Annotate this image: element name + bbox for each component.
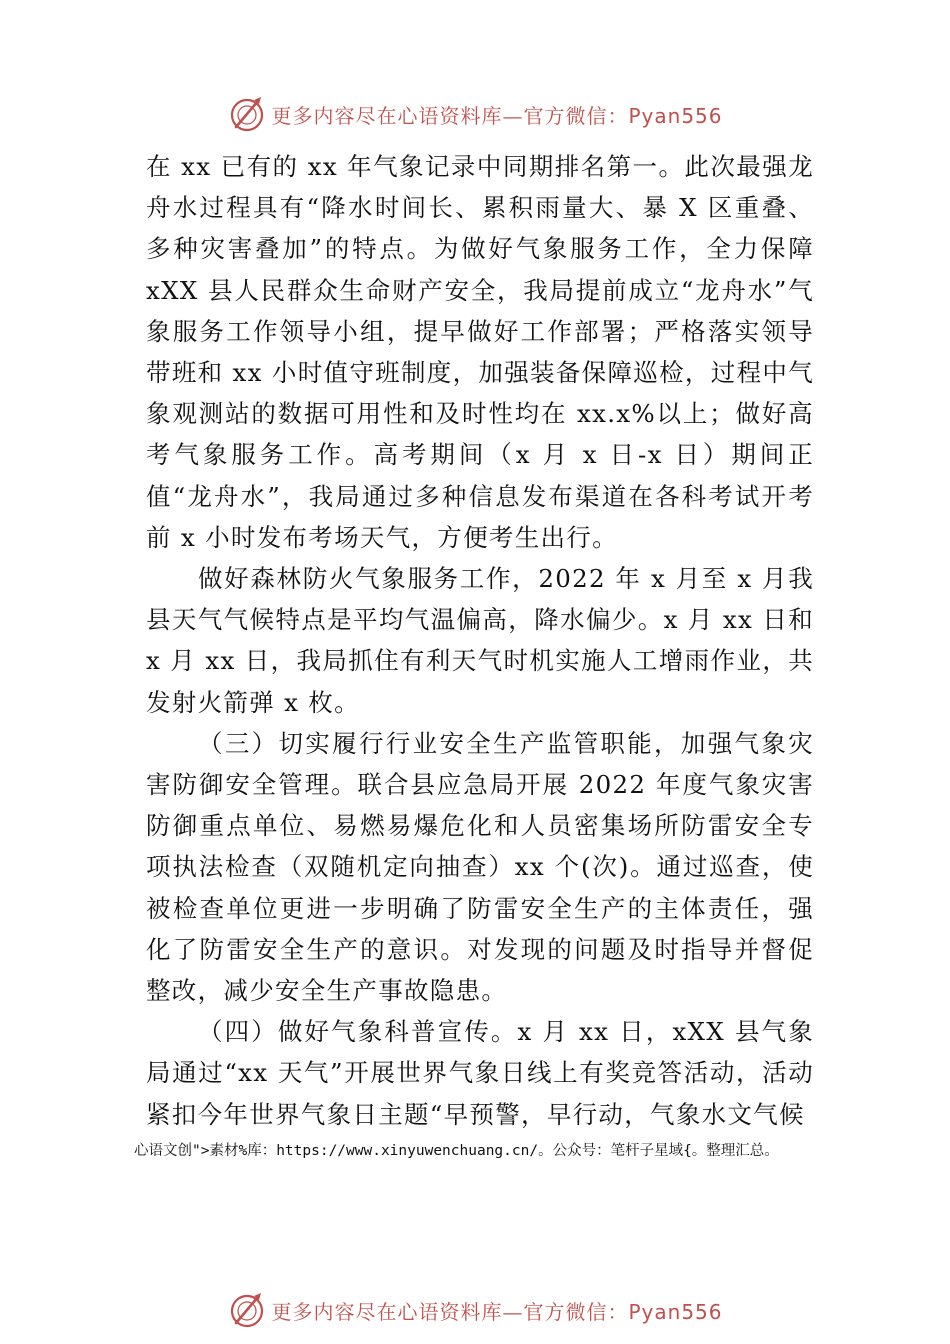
logo-icon (227, 94, 267, 134)
document-body (146, 146, 814, 1135)
banner-wechat-id: Pyan556 (628, 1299, 723, 1324)
logo-icon (227, 1290, 267, 1330)
footer-source-note: 心语文创">素材%库：https://www.xinyuwenchuang.cn/。公众号：笔杆子星域{。整理汇总。 (134, 1143, 779, 1159)
paragraph-science-publicity: （四）做好气象科普宣传。x 月 xx 日，xXX 县气象局通过“xx 天气”开展世界气象日线上有奖竞答活动，活动紧扣今年世界气象日主题“早预警，早行动，气象水文气候 (146, 1017, 814, 1129)
paragraph-forest-fire: 做好森林防火气象服务工作，2022 年 x 月至 x 月我县天气气候特点是平均气温偏高，降水偏少。x 月 xx 日和 x 月 xx 日，我局抓住有利天气时机实施人工增雨作业，共发射火箭弹 x 枚。 (146, 564, 814, 717)
header-banner (0, 92, 950, 136)
banner-text (271, 1296, 722, 1325)
banner-text (271, 100, 722, 129)
footer-banner (0, 1288, 950, 1332)
banner-label: 更多内容尽在心语资料库—官方微信： (271, 103, 629, 128)
banner-label: 更多内容尽在心语资料库—官方微信： (271, 1299, 629, 1324)
paragraph-safety-supervision: （三）切实履行行业安全生产监管职能，加强气象灾害防御安全管理。联合县应急局开展 2022 年度气象灾害防御重点单位、易燃易爆危化和人员密集场所防雷安全专项执法检查（双随机定向抽查）xx 个(次)。通过巡查，使被检查单位更进一步明确了防雷安全生产的主体责任，强化了防雷安全生产的意识。对发现的问题及时指导并督促整改，减少安全生产事故隐患。 (146, 728, 814, 1006)
banner-wechat-id: Pyan556 (628, 103, 723, 128)
paragraph-dragon-boat-water: 在 xx 已有的 xx 年气象记录中同期排名第一。此次最强龙舟水过程具有“降水时间长、累积雨量大、暴 X 区重叠、多种灾害叠加”的特点。为做好气象服务工作，全力保障 xXX 县人民群众生命财产安全，我局提前成立“龙舟水”气象服务工作领导小组，提早做好工作部署；严格落实领导带班和 xx 小时值守班制度，加强装备保障巡检，过程中气象观测站的数据可用性和及时性均在 xx.x%以上；做好高考气象服务工作。高考期间（x 月 x 日-x 日）期间正值“龙舟水”，我局通过多种信息发布渠道在各科考试开考前 x 小时发布考场天气，方便考生出行。 (146, 152, 814, 552)
